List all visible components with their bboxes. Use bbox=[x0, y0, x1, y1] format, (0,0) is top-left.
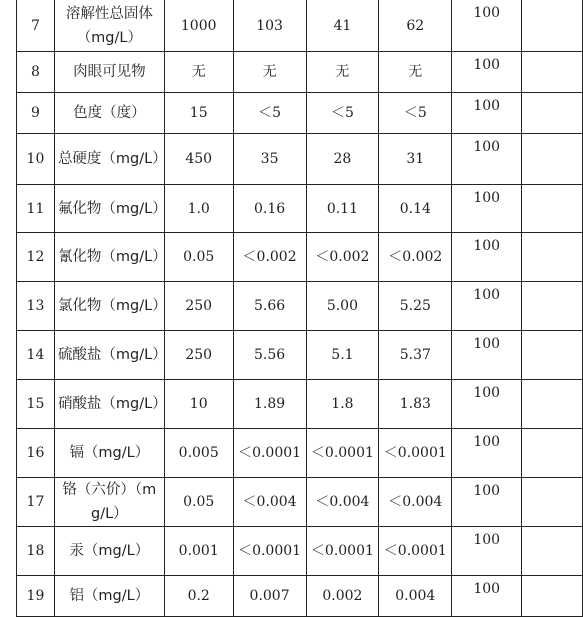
indicator-name: 汞（mg/L） bbox=[54, 527, 164, 576]
empty-cell bbox=[522, 331, 583, 380]
standard-value: 0.2 bbox=[164, 576, 233, 617]
indicator-name: 氯化物（mg/L） bbox=[54, 282, 164, 331]
row-number: 16 bbox=[17, 429, 55, 478]
standard-value: 无 bbox=[164, 52, 233, 93]
indicator-name: 总硬度（mg/L） bbox=[54, 134, 164, 185]
limit-value: 100 bbox=[452, 380, 522, 429]
result-value-2: ＜5 bbox=[306, 93, 379, 134]
result-value-1: 5.56 bbox=[233, 331, 306, 380]
result-value-3: 5.37 bbox=[379, 331, 452, 380]
limit-value: 100 bbox=[452, 429, 522, 478]
result-value-1: 5.66 bbox=[233, 282, 306, 331]
standard-value: 0.005 bbox=[164, 429, 233, 478]
empty-cell bbox=[522, 282, 583, 331]
standard-value: 1000 bbox=[164, 0, 233, 52]
limit-value: 100 bbox=[452, 93, 522, 134]
table-row bbox=[17, 233, 583, 282]
result-value-2: 28 bbox=[306, 134, 379, 185]
table-row bbox=[17, 527, 583, 576]
result-value-3: 1.83 bbox=[379, 380, 452, 429]
result-value-2: ＜0.002 bbox=[306, 233, 379, 282]
table-row bbox=[17, 576, 583, 617]
empty-cell bbox=[522, 576, 583, 617]
row-number: 11 bbox=[17, 185, 55, 233]
row-number: 13 bbox=[17, 282, 55, 331]
indicator-name: 溶解性总固体（mg/L） bbox=[54, 0, 164, 52]
standard-value: 1.0 bbox=[164, 185, 233, 233]
empty-cell bbox=[522, 429, 583, 478]
result-value-2: 0.11 bbox=[306, 185, 379, 233]
limit-value: 100 bbox=[452, 134, 522, 185]
indicator-name: 硝酸盐（mg/L） bbox=[54, 380, 164, 429]
row-number: 17 bbox=[17, 478, 55, 527]
empty-cell bbox=[522, 0, 583, 52]
empty-cell bbox=[522, 134, 583, 185]
water-quality-table bbox=[16, 0, 583, 617]
table-row bbox=[17, 0, 583, 52]
limit-value: 100 bbox=[452, 282, 522, 331]
empty-cell bbox=[522, 185, 583, 233]
indicator-name: 镉（mg/L） bbox=[54, 429, 164, 478]
limit-value: 100 bbox=[452, 0, 522, 52]
row-number: 14 bbox=[17, 331, 55, 380]
result-value-3: 31 bbox=[379, 134, 452, 185]
result-value-3: 0.14 bbox=[379, 185, 452, 233]
row-number: 15 bbox=[17, 380, 55, 429]
result-value-2: 5.1 bbox=[306, 331, 379, 380]
result-value-1: 103 bbox=[233, 0, 306, 52]
table-row bbox=[17, 282, 583, 331]
standard-value: 15 bbox=[164, 93, 233, 134]
row-number: 18 bbox=[17, 527, 55, 576]
result-value-2: 5.00 bbox=[306, 282, 379, 331]
row-number: 19 bbox=[17, 576, 55, 617]
standard-value: 250 bbox=[164, 282, 233, 331]
result-value-3: ＜0.0001 bbox=[379, 527, 452, 576]
empty-cell bbox=[522, 93, 583, 134]
standard-value: 0.001 bbox=[164, 527, 233, 576]
limit-value: 100 bbox=[452, 52, 522, 93]
indicator-name: 氰化物（mg/L） bbox=[54, 233, 164, 282]
result-value-2: 1.8 bbox=[306, 380, 379, 429]
indicator-name: 硫酸盐（mg/L） bbox=[54, 331, 164, 380]
limit-value: 100 bbox=[452, 185, 522, 233]
result-value-3: ＜0.0001 bbox=[379, 429, 452, 478]
result-value-1: 0.007 bbox=[233, 576, 306, 617]
standard-value: 250 bbox=[164, 331, 233, 380]
table-row bbox=[17, 52, 583, 93]
table-row bbox=[17, 429, 583, 478]
indicator-name: 铬（六价）（mg/L） bbox=[54, 478, 164, 527]
result-value-3: 62 bbox=[379, 0, 452, 52]
row-number: 8 bbox=[17, 52, 55, 93]
result-value-3: ＜0.002 bbox=[379, 233, 452, 282]
row-number: 9 bbox=[17, 93, 55, 134]
empty-cell bbox=[522, 52, 583, 93]
standard-value: 450 bbox=[164, 134, 233, 185]
result-value-1: 无 bbox=[233, 52, 306, 93]
limit-value: 100 bbox=[452, 233, 522, 282]
table-row bbox=[17, 185, 583, 233]
table-row bbox=[17, 134, 583, 185]
result-value-2: 0.002 bbox=[306, 576, 379, 617]
result-value-1: ＜0.0001 bbox=[233, 429, 306, 478]
limit-value: 100 bbox=[452, 478, 522, 527]
limit-value: 100 bbox=[452, 527, 522, 576]
row-number: 12 bbox=[17, 233, 55, 282]
result-value-1: ＜0.0001 bbox=[233, 527, 306, 576]
empty-cell bbox=[522, 380, 583, 429]
row-number: 10 bbox=[17, 134, 55, 185]
table-row bbox=[17, 478, 583, 527]
table-row bbox=[17, 93, 583, 134]
table-body bbox=[17, 0, 583, 617]
result-value-3: 无 bbox=[379, 52, 452, 93]
result-value-3: 5.25 bbox=[379, 282, 452, 331]
table-row bbox=[17, 331, 583, 380]
row-number: 7 bbox=[17, 0, 55, 52]
standard-value: 10 bbox=[164, 380, 233, 429]
result-value-1: 1.89 bbox=[233, 380, 306, 429]
result-value-2: 41 bbox=[306, 0, 379, 52]
indicator-name: 氟化物（mg/L） bbox=[54, 185, 164, 233]
result-value-3: ＜5 bbox=[379, 93, 452, 134]
result-value-1: 35 bbox=[233, 134, 306, 185]
result-value-3: ＜0.004 bbox=[379, 478, 452, 527]
limit-value: 100 bbox=[452, 576, 522, 617]
empty-cell bbox=[522, 527, 583, 576]
result-value-1: 0.16 bbox=[233, 185, 306, 233]
result-value-2: ＜0.0001 bbox=[306, 527, 379, 576]
result-value-1: ＜5 bbox=[233, 93, 306, 134]
result-value-1: ＜0.002 bbox=[233, 233, 306, 282]
indicator-name: 色度（度） bbox=[54, 93, 164, 134]
table-row bbox=[17, 380, 583, 429]
result-value-3: 0.004 bbox=[379, 576, 452, 617]
standard-value: 0.05 bbox=[164, 233, 233, 282]
result-value-2: 无 bbox=[306, 52, 379, 93]
indicator-name: 铝（mg/L） bbox=[54, 576, 164, 617]
result-value-2: ＜0.0001 bbox=[306, 429, 379, 478]
standard-value: 0.05 bbox=[164, 478, 233, 527]
result-value-1: ＜0.004 bbox=[233, 478, 306, 527]
result-value-2: ＜0.004 bbox=[306, 478, 379, 527]
limit-value: 100 bbox=[452, 331, 522, 380]
indicator-name: 肉眼可见物 bbox=[54, 52, 164, 93]
empty-cell bbox=[522, 233, 583, 282]
empty-cell bbox=[522, 478, 583, 527]
